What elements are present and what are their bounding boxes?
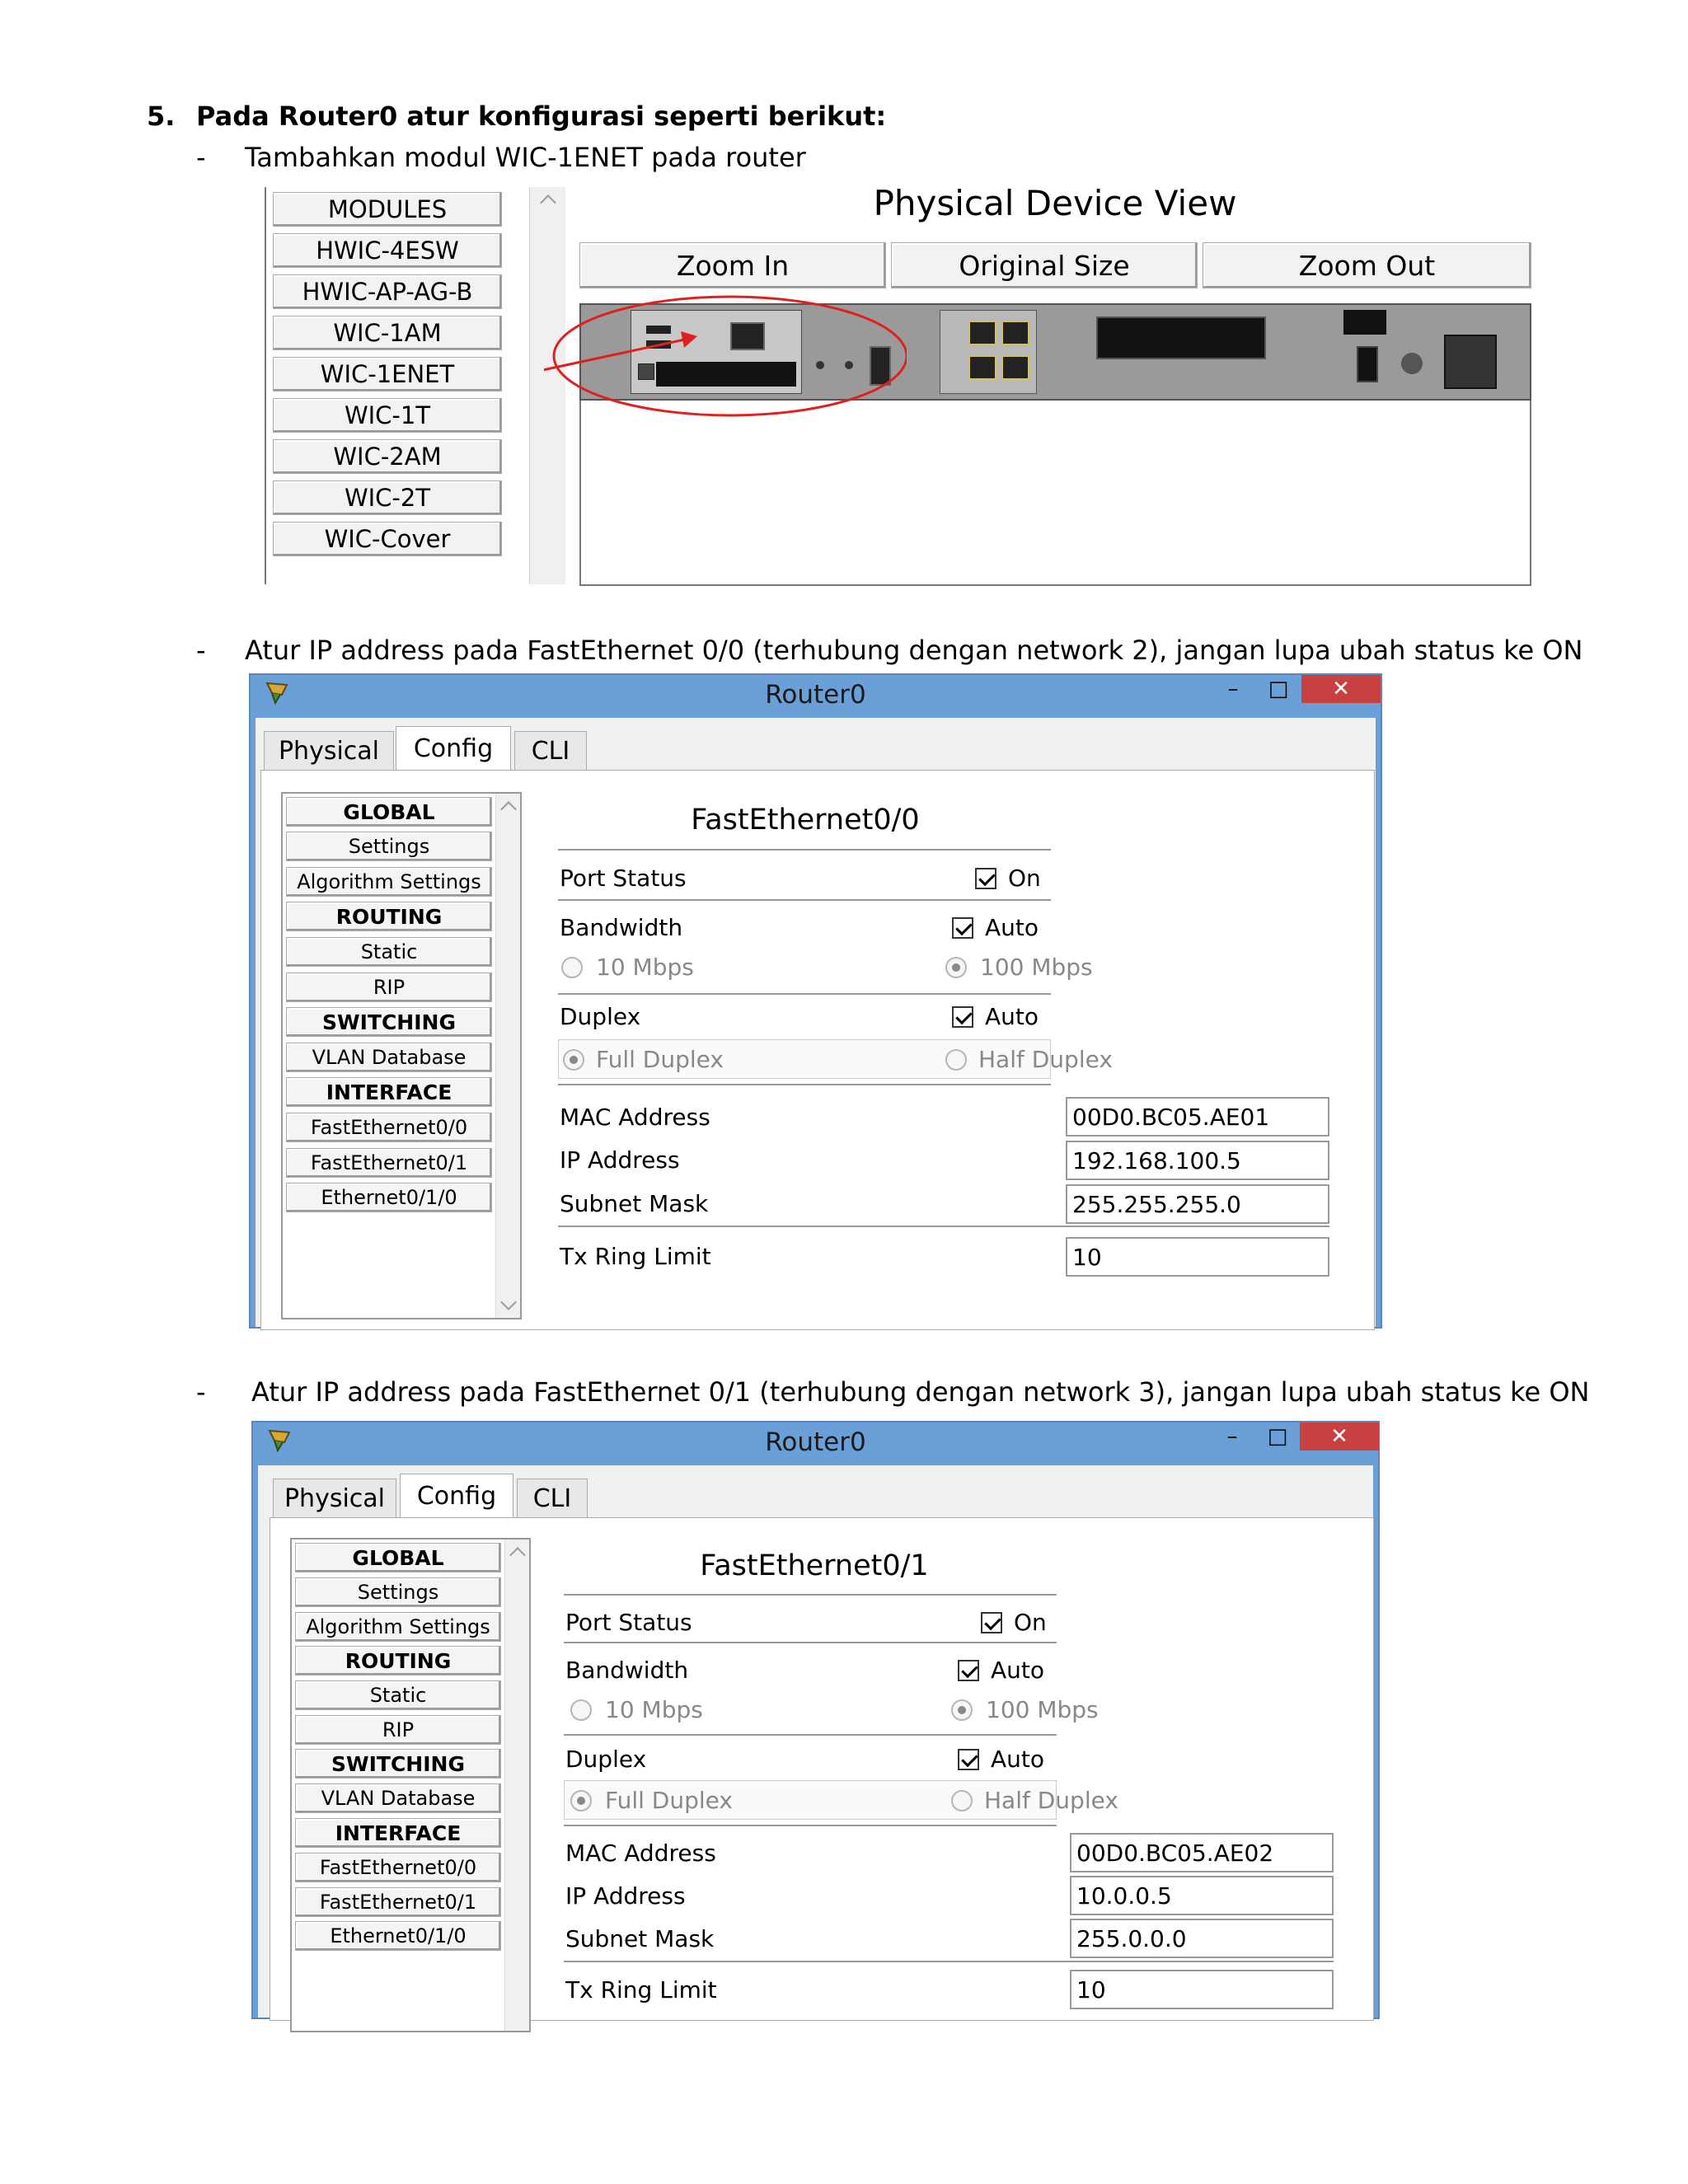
section-number: 5. bbox=[147, 101, 176, 132]
modules-panel bbox=[265, 187, 565, 584]
speed-10-radio[interactable] bbox=[561, 957, 583, 978]
duplex-auto-checkbox[interactable] bbox=[958, 1749, 979, 1770]
sidebar-scrollbar[interactable] bbox=[495, 794, 520, 1318]
power-socket bbox=[1444, 335, 1497, 389]
section-title: Pada Router0 atur konfigurasi seperti berikut: bbox=[196, 101, 887, 132]
bullet-dash: - bbox=[196, 635, 206, 666]
tx-ring-limit-field[interactable]: 10 bbox=[1070, 1970, 1334, 2009]
mac-address-field[interactable]: 00D0.BC05.AE01 bbox=[1066, 1097, 1329, 1137]
duplex-auto-label: Auto bbox=[985, 1003, 1039, 1030]
modules-header: MODULES bbox=[273, 192, 502, 227]
speed-100-radio[interactable] bbox=[951, 1699, 973, 1721]
module-wic-1t[interactable]: WIC-1T bbox=[273, 398, 502, 433]
port-status-checkbox[interactable] bbox=[981, 1612, 1002, 1633]
duplex-label: Duplex bbox=[560, 1003, 641, 1030]
sidebar-header-interface: INTERFACE bbox=[295, 1818, 501, 1848]
router0-window-fe01 bbox=[251, 1421, 1380, 2019]
interface-title: FastEthernet0/1 bbox=[700, 1549, 929, 1582]
sidebar-item-fe01[interactable]: FastEthernet0/1 bbox=[286, 1148, 492, 1178]
port-status-checkbox[interactable] bbox=[975, 868, 996, 889]
zoom-out-button[interactable]: Zoom Out bbox=[1203, 242, 1531, 288]
speed-10-label: 10 Mbps bbox=[605, 1696, 703, 1723]
module-wic-2t[interactable]: WIC-2T bbox=[273, 480, 502, 515]
device-view-title: Physical Device View bbox=[873, 183, 1237, 223]
bullet-fe00-instruction: Atur IP address pada FastEthernet 0/0 (terhubung dengan network 2), jangan lupa ubah status ke ON bbox=[245, 635, 1583, 666]
minimize-icon[interactable]: – bbox=[1227, 677, 1239, 701]
speed-10-label: 10 Mbps bbox=[596, 954, 694, 981]
bandwidth-auto-label: Auto bbox=[991, 1657, 1045, 1684]
scroll-up-icon[interactable] bbox=[509, 1547, 526, 1563]
tx-ring-limit-label: Tx Ring Limit bbox=[560, 1243, 711, 1270]
speed-10-radio[interactable] bbox=[570, 1699, 592, 1721]
minimize-icon[interactable]: – bbox=[1226, 1424, 1238, 1449]
bandwidth-auto-checkbox[interactable] bbox=[958, 1660, 979, 1681]
half-duplex-radio[interactable] bbox=[951, 1790, 973, 1811]
module-wic-cover[interactable]: WIC-Cover bbox=[273, 522, 502, 556]
original-size-button[interactable]: Original Size bbox=[891, 242, 1198, 288]
maximize-icon[interactable]: □ bbox=[1268, 677, 1289, 701]
full-duplex-radio[interactable] bbox=[563, 1049, 584, 1071]
sidebar-header-switching: SWITCHING bbox=[286, 1007, 492, 1037]
sidebar-item-settings[interactable]: Settings bbox=[295, 1577, 501, 1607]
tx-ring-limit-label: Tx Ring Limit bbox=[565, 1976, 717, 2004]
port-status-label: Port Status bbox=[565, 1609, 692, 1636]
bandwidth-label: Bandwidth bbox=[560, 914, 683, 941]
full-duplex-label: Full Duplex bbox=[596, 1046, 724, 1073]
sidebar-header-switching: SWITCHING bbox=[295, 1749, 501, 1779]
ethernet-ports-block bbox=[940, 310, 1037, 394]
tab-config[interactable]: Config bbox=[396, 726, 511, 771]
sidebar-item-fe00[interactable]: FastEthernet0/0 bbox=[295, 1853, 501, 1882]
router0-window-fe00 bbox=[249, 673, 1382, 1329]
sidebar-item-algorithm[interactable]: Algorithm Settings bbox=[286, 867, 492, 897]
sidebar-item-settings[interactable]: Settings bbox=[286, 832, 492, 861]
scroll-up-icon[interactable] bbox=[540, 194, 556, 211]
sidebar-item-static[interactable]: Static bbox=[286, 937, 492, 967]
bullet-add-module: Tambahkan modul WIC-1ENET pada router bbox=[245, 142, 806, 173]
tab-cli[interactable]: CLI bbox=[517, 1479, 588, 1518]
module-wic-1enet[interactable]: WIC-1ENET bbox=[273, 357, 502, 391]
sidebar-item-fe01[interactable]: FastEthernet0/1 bbox=[295, 1887, 501, 1917]
duplex-auto-checkbox[interactable] bbox=[952, 1006, 973, 1028]
mac-address-label: MAC Address bbox=[565, 1840, 716, 1867]
bullet-dash: - bbox=[196, 142, 206, 173]
interface-title: FastEthernet0/0 bbox=[691, 804, 920, 837]
bandwidth-auto-checkbox[interactable] bbox=[952, 917, 973, 939]
port-status-label: Port Status bbox=[560, 865, 687, 892]
module-hwic-4esw[interactable]: HWIC-4ESW bbox=[273, 233, 502, 268]
speed-100-label: 100 Mbps bbox=[980, 954, 1093, 981]
config-sidebar bbox=[290, 1538, 531, 2032]
bandwidth-auto-label: Auto bbox=[985, 914, 1039, 941]
duplex-auto-label: Auto bbox=[991, 1746, 1045, 1773]
title-bar[interactable] bbox=[251, 675, 1381, 718]
tab-config[interactable]: Config bbox=[400, 1474, 513, 1518]
module-hwic-ap-ag-b[interactable]: HWIC-AP-AG-B bbox=[273, 274, 502, 309]
sidebar-header-routing: ROUTING bbox=[286, 902, 492, 931]
speed-100-label: 100 Mbps bbox=[986, 1696, 1099, 1723]
power-switch[interactable] bbox=[1357, 346, 1378, 382]
sidebar-header-interface: INTERFACE bbox=[286, 1077, 492, 1107]
subnet-mask-label: Subnet Mask bbox=[560, 1190, 709, 1217]
close-icon[interactable]: ✕ bbox=[1301, 675, 1381, 703]
sidebar-header-global: GLOBAL bbox=[286, 797, 492, 827]
window-title: Router0 bbox=[765, 1427, 866, 1457]
config-panel bbox=[260, 770, 1375, 1330]
empty-slot bbox=[1096, 316, 1266, 359]
full-duplex-radio[interactable] bbox=[570, 1790, 592, 1811]
sidebar-item-rip[interactable]: RIP bbox=[286, 972, 492, 1002]
sidebar-item-rip[interactable]: RIP bbox=[295, 1715, 501, 1745]
port-status-on-label: On bbox=[1008, 865, 1041, 892]
module-wic-1am[interactable]: WIC-1AM bbox=[273, 316, 502, 350]
maximize-icon[interactable]: □ bbox=[1267, 1424, 1288, 1449]
mac-address-field[interactable]: 00D0.BC05.AE02 bbox=[1070, 1833, 1334, 1872]
ip-address-label: IP Address bbox=[565, 1882, 686, 1910]
ip-address-field[interactable]: 10.0.0.5 bbox=[1070, 1876, 1334, 1915]
window-body bbox=[258, 1465, 1373, 2018]
sidebar-item-algorithm[interactable]: Algorithm Settings bbox=[295, 1612, 501, 1642]
window-body bbox=[256, 718, 1376, 1327]
ip-address-label: IP Address bbox=[560, 1146, 680, 1174]
sidebar-item-vlan[interactable]: VLAN Database bbox=[295, 1783, 501, 1813]
sidebar-header-routing: ROUTING bbox=[295, 1646, 501, 1675]
annotation-ellipse bbox=[544, 288, 907, 429]
sidebar-scrollbar[interactable] bbox=[504, 1540, 529, 2031]
mac-address-label: MAC Address bbox=[560, 1104, 710, 1131]
full-duplex-label: Full Duplex bbox=[605, 1787, 733, 1814]
config-panel bbox=[270, 1517, 1374, 2021]
sidebar-item-e010[interactable]: Ethernet0/1/0 bbox=[295, 1921, 501, 1951]
ground-screw bbox=[1401, 353, 1423, 374]
sidebar-item-e010[interactable]: Ethernet0/1/0 bbox=[286, 1183, 492, 1212]
speed-100-radio[interactable] bbox=[945, 957, 967, 978]
subnet-mask-field[interactable]: 255.255.255.0 bbox=[1066, 1184, 1329, 1224]
half-duplex-label: Half Duplex bbox=[978, 1046, 1113, 1073]
scroll-down-icon[interactable] bbox=[500, 1294, 517, 1310]
close-icon[interactable]: ✕ bbox=[1300, 1422, 1379, 1451]
window-title: Router0 bbox=[765, 680, 866, 710]
module-wic-2am[interactable]: WIC-2AM bbox=[273, 439, 502, 474]
half-duplex-radio[interactable] bbox=[945, 1049, 967, 1071]
tab-physical[interactable]: Physical bbox=[273, 1479, 396, 1518]
subnet-mask-field[interactable]: 255.0.0.0 bbox=[1070, 1919, 1334, 1958]
scroll-up-icon[interactable] bbox=[500, 801, 517, 818]
half-duplex-label: Half Duplex bbox=[984, 1787, 1118, 1814]
tx-ring-limit-field[interactable]: 10 bbox=[1066, 1237, 1329, 1277]
sidebar-item-static[interactable]: Static bbox=[295, 1680, 501, 1710]
sidebar-item-fe00[interactable]: FastEthernet0/0 bbox=[286, 1113, 492, 1142]
zoom-in-button[interactable]: Zoom In bbox=[579, 242, 886, 288]
brand-plate bbox=[1343, 310, 1386, 335]
duplex-label: Duplex bbox=[565, 1746, 647, 1773]
tab-cli[interactable]: CLI bbox=[514, 731, 587, 771]
config-sidebar bbox=[281, 792, 522, 1319]
ip-address-field[interactable]: 192.168.100.5 bbox=[1066, 1141, 1329, 1180]
tab-physical[interactable]: Physical bbox=[264, 731, 394, 771]
title-bar[interactable] bbox=[253, 1422, 1378, 1465]
bullet-dash: - bbox=[196, 1376, 206, 1408]
sidebar-item-vlan[interactable]: VLAN Database bbox=[286, 1043, 492, 1072]
port-status-on-label: On bbox=[1014, 1609, 1047, 1636]
subnet-mask-label: Subnet Mask bbox=[565, 1925, 715, 1952]
bullet-fe01-instruction: Atur IP address pada FastEthernet 0/1 (terhubung dengan network 3), jangan lupa ubah status ke ON bbox=[251, 1376, 1590, 1408]
sidebar-header-global: GLOBAL bbox=[295, 1543, 501, 1572]
bandwidth-label: Bandwidth bbox=[565, 1657, 689, 1684]
